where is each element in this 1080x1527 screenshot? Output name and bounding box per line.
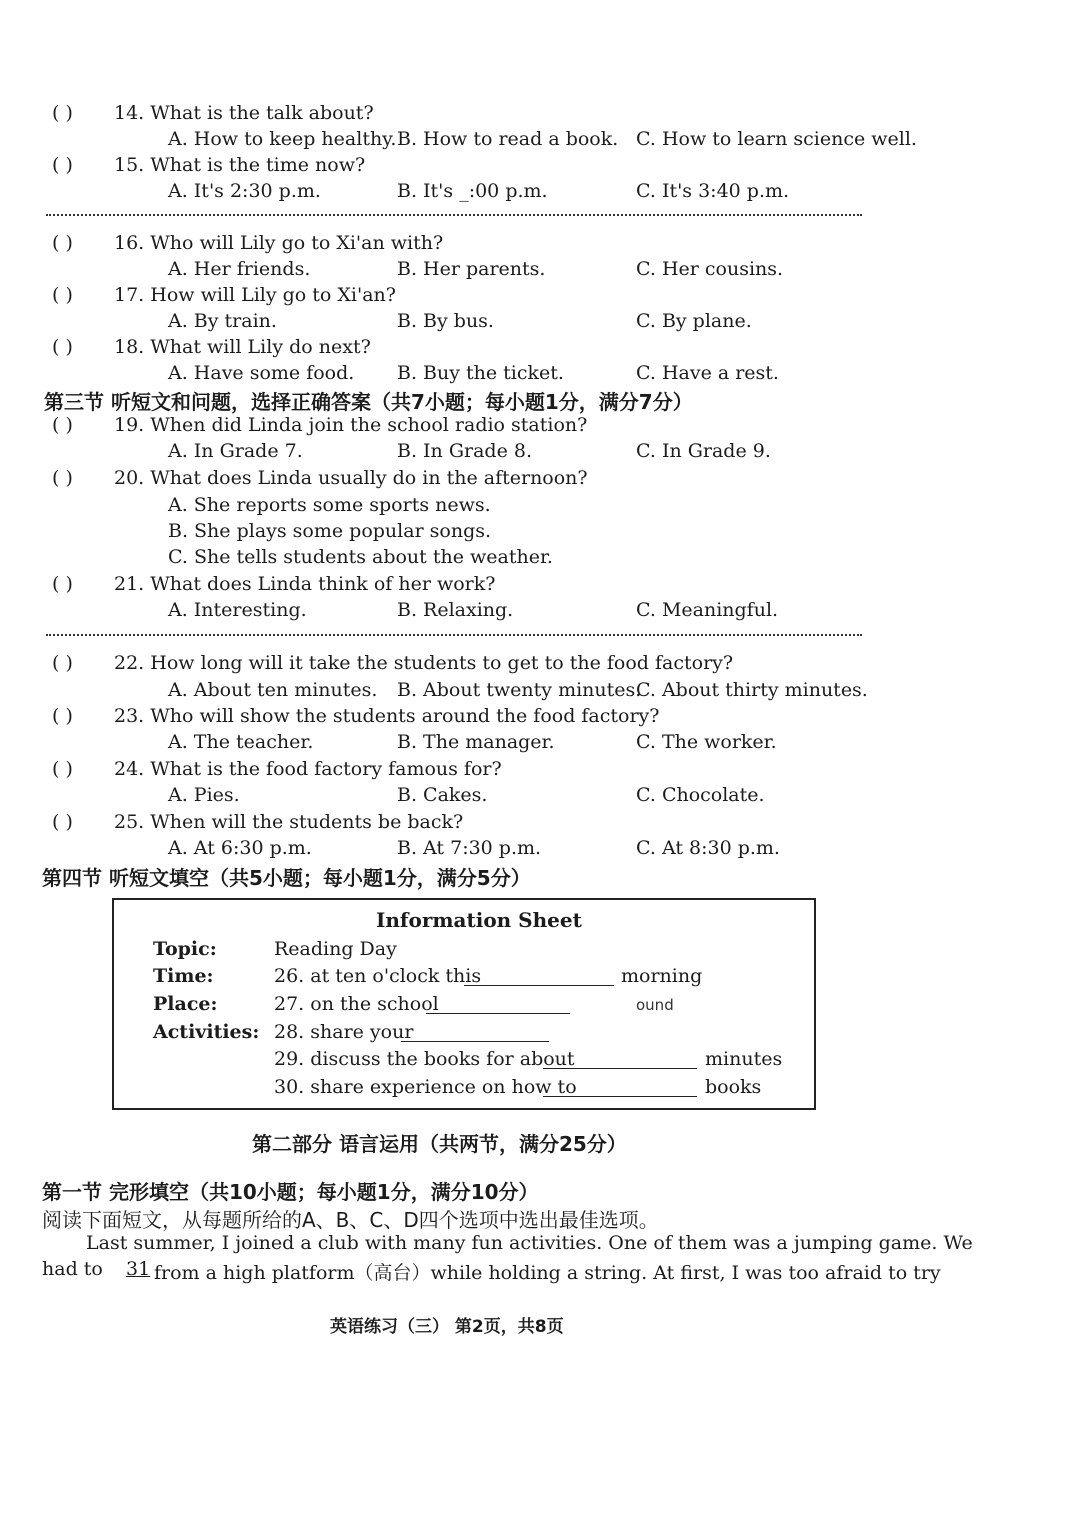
activities-label: Activities: [153,1021,260,1043]
section-3-heading: 第三节 听短文和问题，选择正确答案（共7小题；每小题1分，满分7分） [44,390,693,414]
option-b: B. At 7:30 p.m. [397,837,542,859]
answer-paren[interactable]: ( ) [52,414,73,436]
option-a: A. Pies. [168,784,240,806]
option-a: A. She reports some sports news. [168,494,491,516]
answer-blank-29[interactable] [543,1068,697,1069]
part-2-heading: 第二部分 语言运用（共两节，满分25分） [252,1132,627,1156]
answer-paren[interactable]: ( ) [52,652,73,674]
topic-label: Topic: [153,938,217,960]
option-b: B. By bus. [397,310,494,332]
answer-blank-28[interactable] [401,1041,549,1042]
dotted-divider [46,634,862,636]
option-a: A. Have some food. [168,362,355,384]
question-stem: 25. When will the students be back? [114,811,464,833]
option-a: A. Interesting. [168,599,307,621]
question-25 [0,811,1080,837]
option-b: B. It's _:00 p.m. [397,180,548,202]
option-a: A. By train. [168,310,277,332]
answer-paren[interactable]: ( ) [52,336,73,358]
handwritten-answer-27: ound [636,996,674,1014]
option-c: C. How to learn science well. [636,128,917,150]
option-c: C. She tells students about the weather. [168,546,553,568]
item-29-text: 29. discuss the books for about [274,1048,575,1070]
option-c: C. About thirty minutes. [636,679,868,701]
question-stem: 20. What does Linda usually do in the afternoon? [114,467,588,489]
option-b: B. How to read a book. [397,128,619,150]
question-17 [0,284,1080,310]
question-19 [0,414,1080,440]
option-b: B. Her parents. [397,258,546,280]
time-label: Time: [153,965,214,987]
question-stem: 19. When did Linda join the school radio station? [114,414,588,436]
answer-blank-26[interactable] [464,985,614,986]
question-stem: 15. What is the time now? [114,154,366,176]
item-26-after: morning [621,965,703,987]
question-14 [0,102,1080,128]
passage-line-1: Last summer, I joined a club with many fun activities. One of them was a jumping game. We [86,1232,973,1254]
page-footer: 英语练习（三） 第2页，共8页 [330,1317,564,1337]
option-c: C. It's 3:40 p.m. [636,180,790,202]
item-30-after: books [705,1076,762,1098]
answer-paren[interactable]: ( ) [52,284,73,306]
cloze-instruction: 阅读下面短文，从每题所给的A、B、C、D四个选项中选出最佳选项。 [42,1208,659,1232]
item-30-text: 30. share experience on how to [274,1076,577,1098]
option-b: B. Cakes. [397,784,488,806]
cloze-heading: 第一节 完形填空（共10小题；每小题1分，满分10分） [42,1180,539,1204]
option-c: C. Her cousins. [636,258,784,280]
question-22 [0,652,1080,678]
option-b: B. Relaxing. [397,599,514,621]
item-27-text: 27. on the school [274,993,439,1015]
option-c: C. Meaningful. [636,599,779,621]
answer-paren[interactable]: ( ) [52,467,73,489]
option-a: A. About ten minutes. [168,679,378,701]
question-stem: 21. What does Linda think of her work? [114,573,496,595]
option-c: C. The worker. [636,731,777,753]
item-26-text: 26. at ten o'clock this [274,965,482,987]
question-stem: 23. Who will show the students around the food factory? [114,705,660,727]
answer-paren[interactable]: ( ) [52,232,73,254]
option-a: A. It's 2:30 p.m. [168,180,321,202]
question-stem: 24. What is the food factory famous for? [114,758,502,780]
question-21 [0,573,1080,599]
question-stem: 18. What will Lily do next? [114,336,371,358]
answer-paren[interactable]: ( ) [52,102,73,124]
option-c: C. Chocolate. [636,784,765,806]
option-b: B. Buy the ticket. [397,362,564,384]
option-b: B. The manager. [397,731,555,753]
section-4-heading: 第四节 听短文填空（共5小题；每小题1分，满分5分） [42,866,531,890]
option-c: C. In Grade 9. [636,440,771,462]
question-stem: 16. Who will Lily go to Xi'an with? [114,232,444,254]
question-20 [0,467,1080,493]
question-stem: 17. How will Lily go to Xi'an? [114,284,396,306]
question-18 [0,336,1080,362]
option-c: C. By plane. [636,310,752,332]
question-15 [0,154,1080,180]
answer-paren[interactable]: ( ) [52,758,73,780]
option-b: B. In Grade 8. [397,440,532,462]
item-29-after: minutes [705,1048,783,1070]
answer-blank-30[interactable] [543,1096,697,1097]
option-c: C. At 8:30 p.m. [636,837,780,859]
question-stem: 14. What is the talk about? [114,102,374,124]
option-a: A. In Grade 7. [168,440,303,462]
option-a: A. The teacher. [168,731,314,753]
answer-paren[interactable]: ( ) [52,811,73,833]
option-a: A. How to keep healthy. [168,128,397,150]
passage-line-2-start: had to [42,1258,103,1280]
item-28-text: 28. share your [274,1021,414,1043]
topic-value: Reading Day [274,938,397,960]
place-label: Place: [153,993,218,1015]
question-24 [0,758,1080,784]
answer-blank-27[interactable] [426,1013,570,1014]
information-sheet-title: Information Sheet [376,908,582,932]
answer-paren[interactable]: ( ) [52,573,73,595]
option-a: A. At 6:30 p.m. [168,837,312,859]
option-b: B. About twenty minutes. [397,679,642,701]
question-16 [0,232,1080,258]
answer-paren[interactable]: ( ) [52,705,73,727]
dotted-divider [46,214,862,216]
answer-paren[interactable]: ( ) [52,154,73,176]
option-a: A. Her friends. [168,258,311,280]
option-b: B. She plays some popular songs. [168,520,492,542]
option-c: C. Have a rest. [636,362,779,384]
cloze-blank-31[interactable]: 31 [126,1258,151,1280]
question-23 [0,705,1080,731]
question-stem: 22. How long will it take the students to get to the food factory? [114,652,734,674]
passage-line-2-end: from a high platform（高台）while holding a string. At first, I was too afraid to try [154,1262,941,1284]
